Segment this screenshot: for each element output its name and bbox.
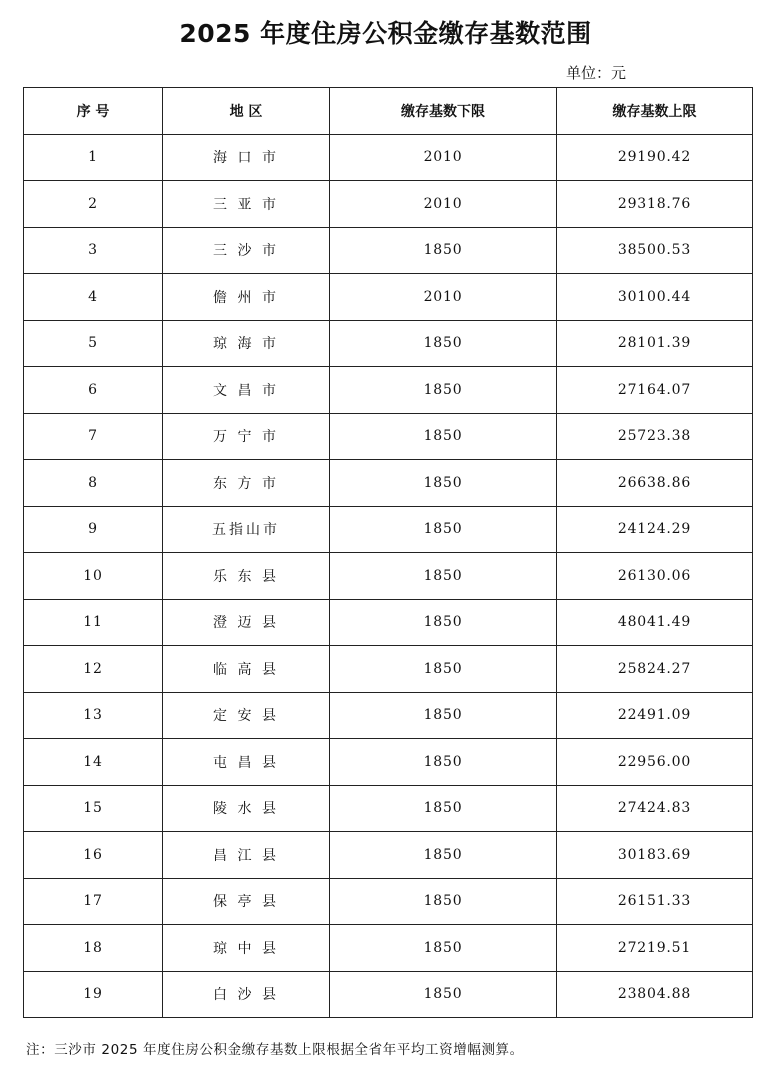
cell-seq: 12 [24,646,163,693]
cell-lower-limit: 1850 [330,878,557,925]
cell-upper-limit: 26130.06 [557,553,753,600]
cell-upper-limit: 22491.09 [557,692,753,739]
table-row [24,274,753,321]
cell-lower-limit: 1850 [330,599,557,646]
cell-region: 三 沙 市 [163,227,330,274]
cell-seq: 10 [24,553,163,600]
cell-upper-limit: 29318.76 [557,181,753,228]
cell-seq: 5 [24,320,163,367]
header-upper-limit: 缴存基数上限 [557,88,753,135]
table-row [24,646,753,693]
cell-seq: 16 [24,832,163,879]
cell-region: 儋 州 市 [163,274,330,321]
cell-upper-limit: 25824.27 [557,646,753,693]
cell-region: 临 高 县 [163,646,330,693]
table-header-row [24,88,753,135]
cell-lower-limit: 1850 [330,460,557,507]
cell-lower-limit: 2010 [330,181,557,228]
cell-upper-limit: 26638.86 [557,460,753,507]
table-body [24,134,753,1018]
cell-seq: 7 [24,413,163,460]
cell-region: 定 安 县 [163,692,330,739]
cell-region: 海 口 市 [163,134,330,181]
cell-upper-limit: 27219.51 [557,925,753,972]
table-row [24,460,753,507]
table-row [24,553,753,600]
table-row [24,320,753,367]
footnote: 注：三沙市 2025 年度住房公积金缴存基数上限根据全省年平均工资增幅测算。 [26,1042,524,1058]
cell-lower-limit: 1850 [330,739,557,786]
cell-lower-limit: 1850 [330,692,557,739]
cell-lower-limit: 1850 [330,971,557,1018]
cell-region: 乐 东 县 [163,553,330,600]
cell-upper-limit: 25723.38 [557,413,753,460]
table-row [24,367,753,414]
cell-upper-limit: 28101.39 [557,320,753,367]
cell-upper-limit: 23804.88 [557,971,753,1018]
table-row [24,227,753,274]
cell-lower-limit: 1850 [330,785,557,832]
cell-region: 白 沙 县 [163,971,330,1018]
contribution-base-table [23,87,753,1018]
table-row [24,134,753,181]
cell-region: 屯 昌 县 [163,739,330,786]
cell-upper-limit: 29190.42 [557,134,753,181]
cell-seq: 2 [24,181,163,228]
cell-upper-limit: 30100.44 [557,274,753,321]
cell-lower-limit: 1850 [330,553,557,600]
cell-lower-limit: 1850 [330,506,557,553]
table-row [24,925,753,972]
cell-seq: 13 [24,692,163,739]
cell-seq: 9 [24,506,163,553]
cell-seq: 17 [24,878,163,925]
header-region: 地 区 [163,88,330,135]
cell-lower-limit: 1850 [330,320,557,367]
table-row [24,739,753,786]
cell-seq: 19 [24,971,163,1018]
table-row [24,832,753,879]
cell-seq: 18 [24,925,163,972]
cell-seq: 11 [24,599,163,646]
cell-upper-limit: 24124.29 [557,506,753,553]
cell-region: 东 方 市 [163,460,330,507]
cell-upper-limit: 38500.53 [557,227,753,274]
cell-region: 昌 江 县 [163,832,330,879]
cell-upper-limit: 27164.07 [557,367,753,414]
cell-lower-limit: 1850 [330,832,557,879]
table-row [24,878,753,925]
cell-region: 澄 迈 县 [163,599,330,646]
cell-seq: 4 [24,274,163,321]
table-row [24,692,753,739]
unit-label: 单位：元 [566,64,627,82]
table-row [24,785,753,832]
cell-upper-limit: 26151.33 [557,878,753,925]
cell-seq: 15 [24,785,163,832]
cell-upper-limit: 22956.00 [557,739,753,786]
cell-seq: 3 [24,227,163,274]
table-row [24,971,753,1018]
cell-region: 琼 中 县 [163,925,330,972]
cell-seq: 1 [24,134,163,181]
cell-region: 万 宁 市 [163,413,330,460]
cell-lower-limit: 1850 [330,367,557,414]
header-seq: 序 号 [24,88,163,135]
table-row [24,181,753,228]
cell-upper-limit: 27424.83 [557,785,753,832]
cell-region: 陵 水 县 [163,785,330,832]
cell-lower-limit: 1850 [330,925,557,972]
cell-seq: 6 [24,367,163,414]
cell-lower-limit: 1850 [330,413,557,460]
header-lower-limit: 缴存基数下限 [330,88,557,135]
cell-upper-limit: 30183.69 [557,832,753,879]
cell-seq: 8 [24,460,163,507]
cell-lower-limit: 2010 [330,274,557,321]
cell-seq: 14 [24,739,163,786]
table-row [24,413,753,460]
page-title: 2025 年度住房公积金缴存基数范围 [179,19,592,48]
cell-lower-limit: 1850 [330,646,557,693]
cell-region: 五指山市 [163,506,330,553]
cell-region: 琼 海 市 [163,320,330,367]
cell-region: 文 昌 市 [163,367,330,414]
cell-lower-limit: 1850 [330,227,557,274]
cell-lower-limit: 2010 [330,134,557,181]
table-row [24,599,753,646]
cell-region: 保 亭 县 [163,878,330,925]
cell-region: 三 亚 市 [163,181,330,228]
cell-upper-limit: 48041.49 [557,599,753,646]
table-row [24,506,753,553]
